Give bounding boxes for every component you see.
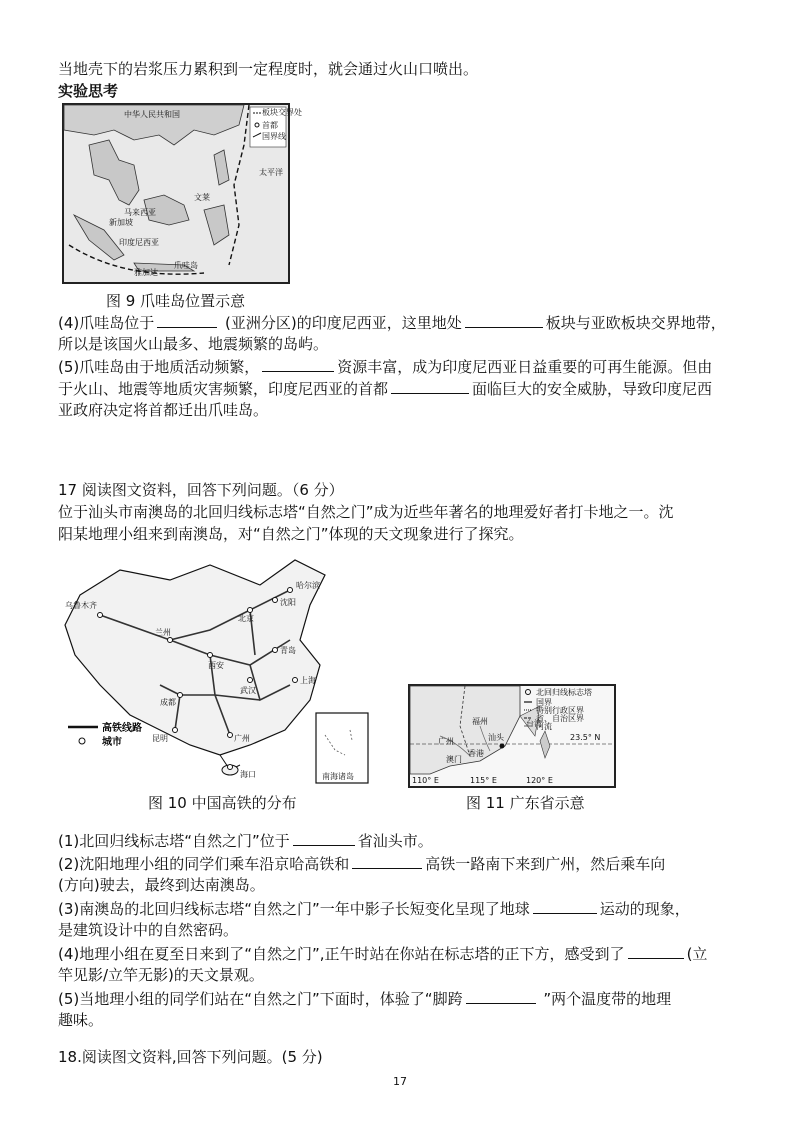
q4-text-a: (4)爪哇岛位于 (58, 314, 155, 332)
label-guangzhou: 广州 (438, 737, 454, 746)
q5-text-a: (5)爪哇岛由于地质活动频繁， (58, 358, 260, 376)
city-shenyang: 沈阳 (280, 598, 296, 607)
china-hsr-map (60, 555, 375, 787)
legend-capital: 首都 (262, 121, 278, 130)
city-haikou: 海口 (240, 770, 256, 779)
s5-blank[interactable] (466, 987, 536, 1004)
label-115e: 115° E (470, 776, 497, 785)
city-shanghai: 上海 (300, 676, 316, 685)
legend-national-border: 国界 (536, 698, 552, 707)
guangdong-map (410, 686, 614, 786)
label-malaysia: 马来西亚 (124, 208, 156, 217)
q5-blank-2[interactable] (391, 377, 469, 394)
legend-plate: 板块交界处 (262, 108, 302, 117)
s3-text-a: (3)南澳岛的北回归线标志塔“自然之门”一年中影子长短变化呈现了地球 (58, 900, 530, 918)
city-chengdu: 成都 (160, 698, 176, 707)
legend-city: 城市 (102, 737, 122, 748)
label-120e: 120° E (526, 776, 553, 785)
figure-9-map (62, 103, 302, 284)
label-macau: 澳门 (446, 755, 462, 764)
inset-south-china-sea: 南海诸岛 (322, 772, 354, 781)
s1-blank[interactable] (293, 829, 355, 846)
s4-text-b: (立 (686, 945, 708, 963)
label-java: 爪哇岛 (174, 261, 198, 270)
s5-line1 (58, 987, 748, 1010)
s2-blank[interactable] (352, 852, 422, 869)
label-110e: 110° E (412, 776, 439, 785)
q4-text-b: (亚洲分区)的印度尼西亚，这里地处 (220, 314, 462, 332)
q17-intro-2: 阳某地理小组来到南澳岛，对“自然之门”体现的天文现象进行了探究。 (58, 525, 524, 543)
label-indonesia: 印度尼西亚 (119, 238, 159, 247)
label-china: 中华人民共和国 (124, 110, 180, 119)
s5-text-b: ”两个温度带的地理 (538, 990, 672, 1008)
city-wuhan: 武汉 (240, 686, 256, 695)
q4-line1 (58, 311, 748, 334)
s3-line1 (58, 897, 748, 920)
q5-blank-1[interactable] (262, 355, 334, 372)
intro-line: 当地壳下的岩浆压力累积到一定程度时，就会通过火山口喷出。 (58, 60, 479, 78)
city-guangzhou: 广州 (234, 734, 250, 743)
label-pacific: 太平洋 (259, 168, 283, 177)
label-tropic: 23.5° N (570, 733, 601, 742)
city-kunming: 昆明 (152, 734, 168, 743)
q17-title: 17 阅读图文资料，回答下列问题。（6 分） (58, 481, 344, 499)
java-location-map (64, 105, 302, 282)
q17-intro-1: 位于汕头市南澳岛的北回归线标志塔“自然之门”成为近些年著名的地理爱好者打卡地之一。沈 (58, 503, 674, 521)
section-title: 实验思考 (58, 82, 119, 100)
s4-blank[interactable] (628, 942, 684, 959)
city-beijing: 北京 (238, 614, 254, 623)
label-taiwan: 台湾 (526, 719, 542, 728)
q5-text-b: 资源丰富，成为印度尼西亚日益重要的可再生能源。但由 (337, 358, 713, 376)
s2-line1 (58, 852, 748, 875)
s2-text-b: 高铁一路南下来到广州，然后乘车向 (425, 855, 666, 873)
label-jakarta: 雅加达 (134, 268, 158, 277)
city-lanzhou: 兰州 (155, 628, 171, 637)
legend-tower: 北回归线标志塔 (536, 688, 592, 697)
s5-text-a: (5)当地理小组的同学们站在“自然之门”下面时，体验了“脚跨 (58, 990, 463, 1008)
s4-text-a: (4)地理小组在夏至日来到了“自然之门”,正午时站在你站在标志塔的正下方，感受到了 (58, 945, 625, 963)
s5-line2: 趣味。 (58, 1011, 104, 1029)
figure-10-caption: 图 10 中国高铁的分布 (148, 794, 297, 812)
city-harbin: 哈尔滨 (296, 581, 320, 590)
city-xian: 西安 (208, 661, 224, 670)
q5-text-d: 面临巨大的安全威胁，导致印度尼西 (472, 380, 713, 398)
q4-text-c: 板块与亚欧板块交界地带， (545, 314, 726, 332)
s2-text-a: (2)沈阳地理小组的同学们乘车沿京哈高铁和 (58, 855, 350, 873)
s1-line (58, 829, 748, 852)
q5-text-c: 于火山、地震等地质灾害频繁，印度尼西亚的首都 (58, 380, 389, 398)
s4-line1 (58, 942, 748, 965)
q4-blank-2[interactable] (465, 311, 543, 328)
legend-province-border: 省、自治区界 (536, 714, 584, 723)
page-number: 17 (393, 1075, 407, 1088)
label-singapore: 新加坡 (109, 218, 133, 227)
figure-9-caption: 图 9 爪哇岛位置示意 (106, 292, 246, 310)
figure-10-map (60, 555, 375, 787)
figure-11-map (408, 684, 616, 788)
q5-line3: 亚政府决定将首都迁出爪哇岛。 (58, 401, 269, 419)
q4-line2: 所以是该国火山最多、地震频繁的岛屿。 (58, 335, 329, 353)
city-qingdao: 青岛 (280, 646, 296, 655)
label-hongkong: 香港 (468, 749, 484, 758)
label-fuzhou: 福州 (472, 717, 488, 726)
legend-rail: 高铁线路 (102, 723, 142, 734)
s1-text-a: (1)北回归线标志塔“自然之门”位于 (58, 832, 290, 850)
q5-line1 (58, 355, 748, 378)
s3-text-b: 运动的现象， (599, 900, 690, 918)
q5-line2 (58, 377, 748, 400)
q4-blank-1[interactable] (157, 311, 217, 328)
s1-text-b: 省汕头市。 (357, 832, 433, 850)
q18-title: 18.阅读图文资料,回答下列问题。(5 分) (58, 1048, 323, 1066)
label-shantou: 汕头 (488, 733, 504, 742)
legend-border: 国界线 (262, 132, 286, 141)
figure-11-caption: 图 11 广东省示意 (466, 794, 585, 812)
legend-river: 河流 (536, 722, 552, 731)
s2-line2: (方向)驶去，最终到达南澳岛。 (58, 876, 265, 894)
s4-line2: 竿见影/立竿无影)的天文景观。 (58, 966, 264, 984)
s3-line2: 是建筑设计中的自然密码。 (58, 921, 239, 939)
s3-blank[interactable] (533, 897, 597, 914)
legend-sar-border: 特别行政区界 (536, 706, 584, 715)
city-urumqi: 乌鲁木齐 (65, 601, 97, 610)
label-brunei: 文莱 (194, 193, 210, 202)
